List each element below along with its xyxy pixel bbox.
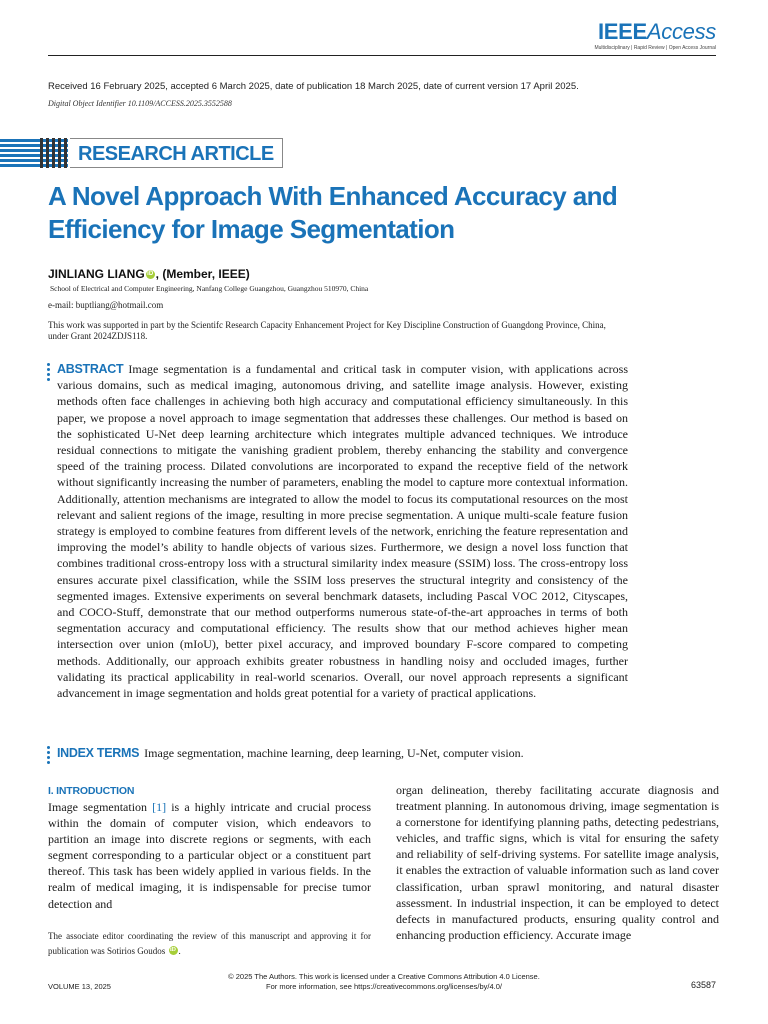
article-type-label: RESEARCH ARTICLE	[70, 138, 283, 168]
author-line	[48, 267, 250, 281]
footnote-text: The associate editor coordinating the review of this manuscript and approving it for publication was Sotirios Goudos	[48, 931, 371, 956]
banner-bars	[40, 138, 70, 168]
doi-line[interactable]: Digital Object Identifier 10.1109/ACCESS.2025.3552588	[48, 99, 232, 108]
left-column	[48, 784, 371, 912]
funding-statement: This work was supported in part by the Scientifc Research Capacity Enhancement Project for Key Discipline Construction of Guangdong Province, China, under Grant 2024ZDJS118.	[48, 320, 606, 341]
author-affiliation: School of Electrical and Computer Engineering, Nanfang College Guangzhou, Guangzhou 510970, China	[50, 284, 369, 293]
orcid-icon[interactable]: iD	[147, 271, 154, 277]
index-terms	[57, 745, 628, 761]
editor-footnote	[48, 929, 371, 959]
abstract-label: ABSTRACT	[57, 362, 124, 376]
intro-paragraph	[48, 799, 371, 912]
license-notice	[0, 972, 768, 992]
author-name: JINLIANG LIANG	[48, 267, 145, 281]
footnote-end: .	[178, 946, 181, 956]
journal-tagline: Multidisciplinary | Rapid Review | Open Access Journal	[594, 45, 716, 51]
abstract-marker-icon	[47, 363, 50, 383]
page-number: 63587	[690, 980, 716, 990]
volume-label: VOLUME 13, 2025	[48, 982, 111, 991]
header-rule	[48, 55, 716, 56]
logo-ieee: IEEE	[597, 19, 647, 44]
intro-text-rest: is a highly intricate and crucial process within the domain of computer vision, which endeavors to partition an image into discrete regions or segments, with each segment corresponding to a particular object or a constituent part thereof. This task has been widely applied in various fields. In the realm of medical imaging, it is indispensable for precise tumor detection and	[48, 800, 372, 911]
index-terms-text: Image segmentation, machine learning, deep learning, U-Net, computer vision.	[144, 746, 524, 760]
right-column: organ delineation, thereby facilitating accurate diagnosis and treatment planning. In autonomous driving, image segmentation is a cornerstone for identifying planning paths, detecting pedestrians, vehicles, and traffic signs, which is vital for ensuring the safety and reliability of self-driving systems. For satellite image analysis, it enables the extraction of valuable information such as land cover classification, urban sprawl monitoring, and natural disaster assessment. In industrial inspection, it can be employed to detect defects in manufactured products, ensuring quality control and enhancing production efficiency. Accurate image	[396, 783, 719, 942]
paper-title: A Novel Approach With Enhanced Accuracy and Efficiency for Image Segmentation	[48, 181, 618, 244]
citation-link[interactable]: [1]	[152, 800, 167, 814]
index-terms-label: INDEX TERMS	[57, 746, 140, 760]
journal-logo	[594, 20, 716, 51]
abstract	[57, 361, 628, 701]
license-line-2[interactable]: For more information, see https://creativecommons.org/licenses/by/4.0/	[266, 982, 502, 991]
research-article-banner	[0, 136, 280, 170]
index-terms-marker-icon	[47, 746, 50, 766]
license-line-1: © 2025 The Authors. This work is licensed under a Creative Commons Attribution 4.0 License.	[228, 972, 540, 981]
logo-access: Access	[646, 19, 716, 44]
abstract-text: Image segmentation is a fundamental and critical task in computer vision, with applications across various domains, such as medical imaging, autonomous driving, and satellite image analysis. However, existing methods often face challenges in achieving both high accuracy and computational efficiency simultaneously. In this paper, we propose a novel approach to image segmentation that addresses these challenges. Our method is based on the sophisticated U-Net deep learning architecture which integrates multiple advanced techniques. We introduce residual connections to mitigate the vanishing gradient problem, thereby enhancing the stability and convergence speed of the training process. Dilated convolutions are incorporated to expand the receptive field of the network without significantly increasing the number of parameters, enabling the model to capture more contextual information. Additionally, attention mechanisms are integrated to allow the model to focus its computational resources on the most relevant and salient regions of the image, resulting in more precise segmentation. A unique multi-scale feature fusion strategy is employed to combine features from different levels of the network, enriching the feature representation and improving the model’s ability to handle objects of various sizes. Furthermore, we design a novel loss function that combines traditional cross-entropy loss with a structural similarity index measure (SSIM) loss. The cross-entropy loss ensures accurate pixel classification, while the SSIM loss preserves the structural integrity and consistency of the segmented images. Extensive experiments on several benchmark datasets, including Pascal VOC 2012, Cityscapes, and COCO-Stuff, demonstrate that our method outperforms numerous state-of-the-art approaches in terms of both segmentation accuracy and computational efficiency. The results show that our method achieves higher mean intersection over union (mIoU), better pixel accuracy, and improved boundary F-score compared to competing methods. Additionally, our approach exhibits greater robustness in handling noisy and occluded images, further validating its practical applicability in real-world scenarios. Overall, our novel approach represents a significant advancement in image segmentation and holds great potential for a variety of practical applications.	[57, 362, 628, 701]
orcid-icon[interactable]: iD	[170, 947, 176, 953]
section-heading-introduction: I. INTRODUCTION	[48, 785, 135, 797]
author-email[interactable]: e-mail: buptliang@hotmail.com	[48, 300, 164, 310]
intro-text-start: Image segmentation	[48, 800, 153, 814]
received-dates: Received 16 February 2025, accepted 6 March 2025, date of publication 18 March 2025, date of current version 17 April 2025.	[48, 81, 579, 92]
author-membership: , (Member, IEEE)	[155, 267, 250, 281]
